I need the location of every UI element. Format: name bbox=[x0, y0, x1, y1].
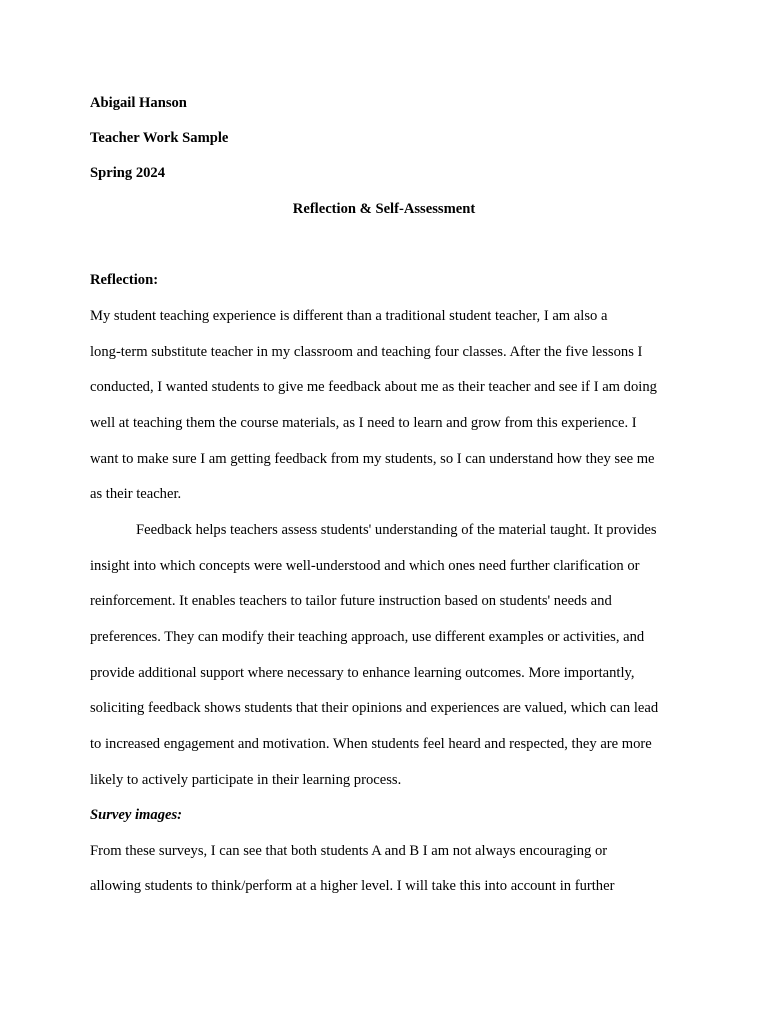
paragraph-line: allowing students to think/perform at a higher level. I will take this into account in further bbox=[90, 878, 615, 894]
paragraph-line: provide additional support where necessary to enhance learning outcomes. More importantly, bbox=[90, 665, 635, 681]
paragraph-line: want to make sure I am getting feedback from my students, so I can understand how they see me bbox=[90, 451, 655, 467]
paragraph-line: conducted, I wanted students to give me feedback about me as their teacher and see if I am doing bbox=[90, 379, 657, 395]
paragraph-line: soliciting feedback shows students that their opinions and experiences are valued, which can lead bbox=[90, 700, 659, 716]
document-title: Reflection & Self-Assessment bbox=[292, 201, 476, 217]
reflection-heading: Reflection: bbox=[90, 272, 159, 288]
paragraph-line: preferences. They can modify their teaching approach, use different examples or activities, and bbox=[90, 629, 645, 645]
paragraph-line: Feedback helps teachers assess students' understanding of the material taught. It provides bbox=[136, 522, 657, 538]
assignment-name: Teacher Work Sample bbox=[90, 130, 229, 146]
term-label: Spring 2024 bbox=[90, 165, 166, 181]
paragraph-line: as their teacher. bbox=[90, 486, 182, 502]
paragraph-line: reinforcement. It enables teachers to tailor future instruction based on students' needs and bbox=[90, 593, 612, 609]
paragraph-line: long-term substitute teacher in my classroom and teaching four classes. After the five lessons I bbox=[90, 344, 643, 360]
survey-heading: Survey images: bbox=[90, 807, 183, 823]
paragraph-line: insight into which concepts were well-understood and which ones need further clarification or bbox=[90, 558, 640, 574]
paragraph-line: My student teaching experience is different than a traditional student teacher, I am also a bbox=[90, 308, 608, 324]
paragraph-line: From these surveys, I can see that both students A and B I am not always encouraging or bbox=[90, 843, 608, 859]
paragraph-line: well at teaching them the course materials, as I need to learn and grow from this experience. I bbox=[90, 415, 637, 431]
author-name: Abigail Hanson bbox=[90, 95, 187, 111]
paragraph-line: likely to actively participate in their learning process. bbox=[90, 772, 402, 788]
paragraph-line: to increased engagement and motivation. When students feel heard and respected, they are more bbox=[90, 736, 652, 752]
